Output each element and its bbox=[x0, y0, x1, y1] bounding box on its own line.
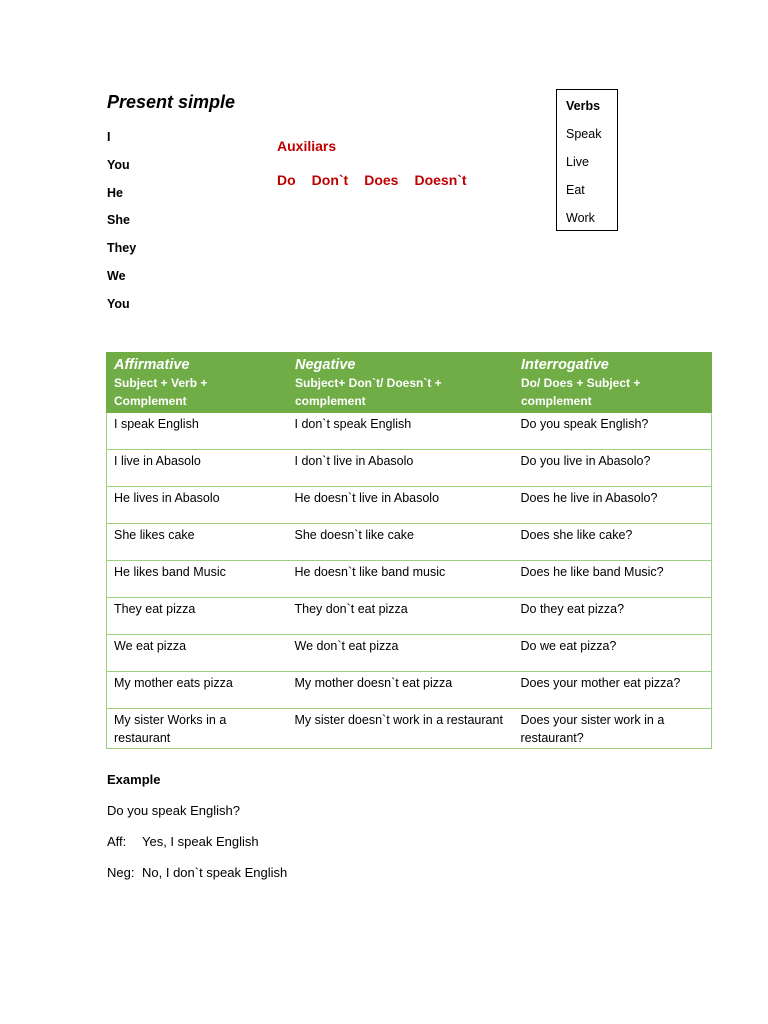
example-section bbox=[107, 772, 287, 896]
table-row bbox=[107, 413, 712, 450]
header-subtitle: Do/ Does + Subject + complement bbox=[521, 376, 641, 408]
header-title: Affirmative bbox=[114, 357, 190, 373]
table-row bbox=[107, 487, 712, 524]
table-cell: He likes band Music bbox=[107, 561, 288, 598]
example-negative bbox=[107, 865, 287, 896]
table-cell: My mother doesn`t eat pizza bbox=[288, 672, 514, 709]
example-affirmative bbox=[107, 834, 287, 865]
header-affirmative bbox=[107, 353, 288, 413]
pronoun-item: You bbox=[107, 296, 130, 311]
table-cell: My sister doesn`t work in a restaurant bbox=[288, 709, 514, 749]
table-cell: She doesn`t like cake bbox=[288, 524, 514, 561]
auxiliars-list bbox=[277, 172, 483, 188]
table-cell: Does she like cake? bbox=[514, 524, 712, 561]
table-cell: My sister Works in a restaurant bbox=[107, 709, 288, 749]
table-row bbox=[107, 598, 712, 635]
table-cell: Does he live in Abasolo? bbox=[514, 487, 712, 524]
verbs-heading: Verbs bbox=[566, 99, 601, 113]
verb-item: Live bbox=[566, 155, 589, 169]
table-header-row bbox=[107, 353, 712, 413]
auxiliar-item: Do bbox=[277, 172, 296, 188]
auxiliar-item: Doesn`t bbox=[414, 172, 467, 188]
table-cell: We eat pizza bbox=[107, 635, 288, 672]
table-cell: Do we eat pizza? bbox=[514, 635, 712, 672]
table-cell: Do you live in Abasolo? bbox=[514, 450, 712, 487]
table-cell: He doesn`t live in Abasolo bbox=[288, 487, 514, 524]
table-cell: They eat pizza bbox=[107, 598, 288, 635]
table-row bbox=[107, 524, 712, 561]
header-interrogative bbox=[514, 353, 712, 413]
table-cell: Does he like band Music? bbox=[514, 561, 712, 598]
table-cell: They don`t eat pizza bbox=[288, 598, 514, 635]
table-cell: Does your sister work in a restaurant? bbox=[514, 709, 712, 749]
auxiliars-heading: Auxiliars bbox=[277, 138, 337, 154]
neg-text: No, I don`t speak English bbox=[142, 865, 288, 880]
table-cell: I don`t live in Abasolo bbox=[288, 450, 514, 487]
verb-item: Eat bbox=[566, 183, 585, 197]
pronoun-item: He bbox=[107, 185, 123, 200]
table-row bbox=[107, 561, 712, 598]
table-cell: She likes cake bbox=[107, 524, 288, 561]
verbs-box bbox=[556, 89, 618, 231]
table-cell: Do they eat pizza? bbox=[514, 598, 712, 635]
header-subtitle: Subject + Verb + Complement bbox=[114, 376, 208, 408]
pronoun-item: She bbox=[107, 213, 130, 228]
table-cell: We don`t eat pizza bbox=[288, 635, 514, 672]
aff-text: Yes, I speak English bbox=[142, 834, 259, 849]
table-row bbox=[107, 709, 712, 749]
table-row bbox=[107, 635, 712, 672]
pronoun-item: I bbox=[107, 130, 111, 144]
example-heading: Example bbox=[107, 772, 161, 787]
table-row bbox=[107, 450, 712, 487]
table-cell: I speak English bbox=[107, 413, 288, 450]
pronoun-item: We bbox=[107, 268, 126, 283]
pronoun-item: You bbox=[107, 157, 130, 172]
table-cell: I live in Abasolo bbox=[107, 450, 288, 487]
table-row bbox=[107, 672, 712, 709]
pronoun-list bbox=[107, 128, 136, 323]
verb-item: Speak bbox=[566, 127, 602, 141]
header-subtitle: Subject+ Don`t/ Doesn`t + complement bbox=[295, 376, 442, 408]
table-cell: My mother eats pizza bbox=[107, 672, 288, 709]
table-cell: He doesn`t like band music bbox=[288, 561, 514, 598]
verb-item: Work bbox=[566, 211, 595, 225]
auxiliar-item: Does bbox=[364, 172, 399, 188]
neg-label: Neg: bbox=[107, 865, 135, 880]
grammar-table bbox=[106, 352, 712, 749]
table-cell: He lives in Abasolo bbox=[107, 487, 288, 524]
page-title: Present simple bbox=[107, 92, 236, 112]
example-question: Do you speak English? bbox=[107, 803, 240, 818]
header-title: Interrogative bbox=[521, 357, 609, 373]
table-cell: Does your mother eat pizza? bbox=[514, 672, 712, 709]
aff-label: Aff: bbox=[107, 834, 127, 849]
header-negative bbox=[288, 353, 514, 413]
header-title: Negative bbox=[295, 357, 356, 373]
table-cell: I don`t speak English bbox=[288, 413, 514, 450]
table-cell: Do you speak English? bbox=[514, 413, 712, 450]
pronoun-item: They bbox=[107, 241, 137, 256]
auxiliar-item: Don`t bbox=[311, 172, 349, 188]
